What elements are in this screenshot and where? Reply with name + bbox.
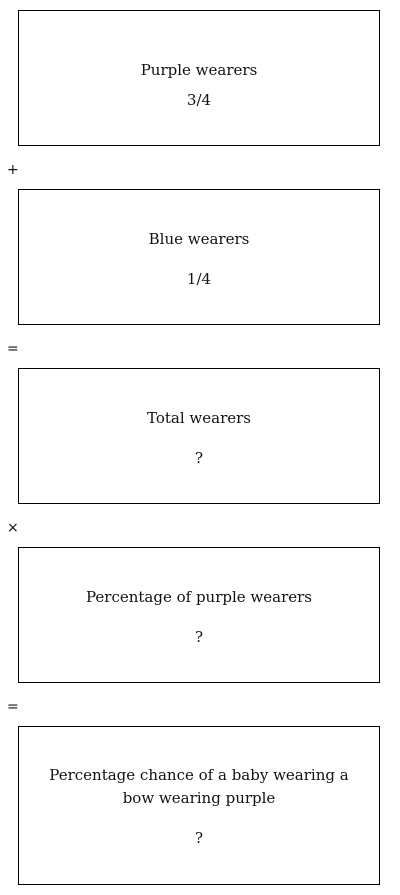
percentage-chance-label: Percentage chance of a baby wearing a bow wearing purple bbox=[49, 766, 349, 807]
equals-operator-1: = bbox=[7, 341, 19, 357]
percentage-purple-value: ? bbox=[194, 628, 204, 646]
equals-operator-2: = bbox=[7, 699, 19, 715]
purple-wearers-value: 3/4 bbox=[186, 91, 212, 109]
blue-wearers-value: 1/4 bbox=[186, 270, 212, 288]
blue-wearers-box bbox=[18, 189, 380, 325]
multiply-operator: × bbox=[7, 520, 19, 536]
purple-wearers-box bbox=[18, 10, 380, 146]
blue-wearers-label: Blue wearers bbox=[148, 230, 250, 248]
percentage-chance-value: ? bbox=[194, 829, 204, 847]
percentage-chance-box bbox=[18, 726, 380, 885]
total-wearers-box bbox=[18, 368, 380, 504]
total-wearers-label: Total wearers bbox=[147, 409, 251, 427]
plus-operator: + bbox=[7, 162, 19, 178]
total-wearers-value: ? bbox=[194, 449, 204, 467]
percentage-purple-label: Percentage of purple wearers bbox=[85, 588, 313, 606]
percentage-purple-box bbox=[18, 547, 380, 683]
purple-wearers-label: Purple wearers bbox=[140, 61, 258, 79]
